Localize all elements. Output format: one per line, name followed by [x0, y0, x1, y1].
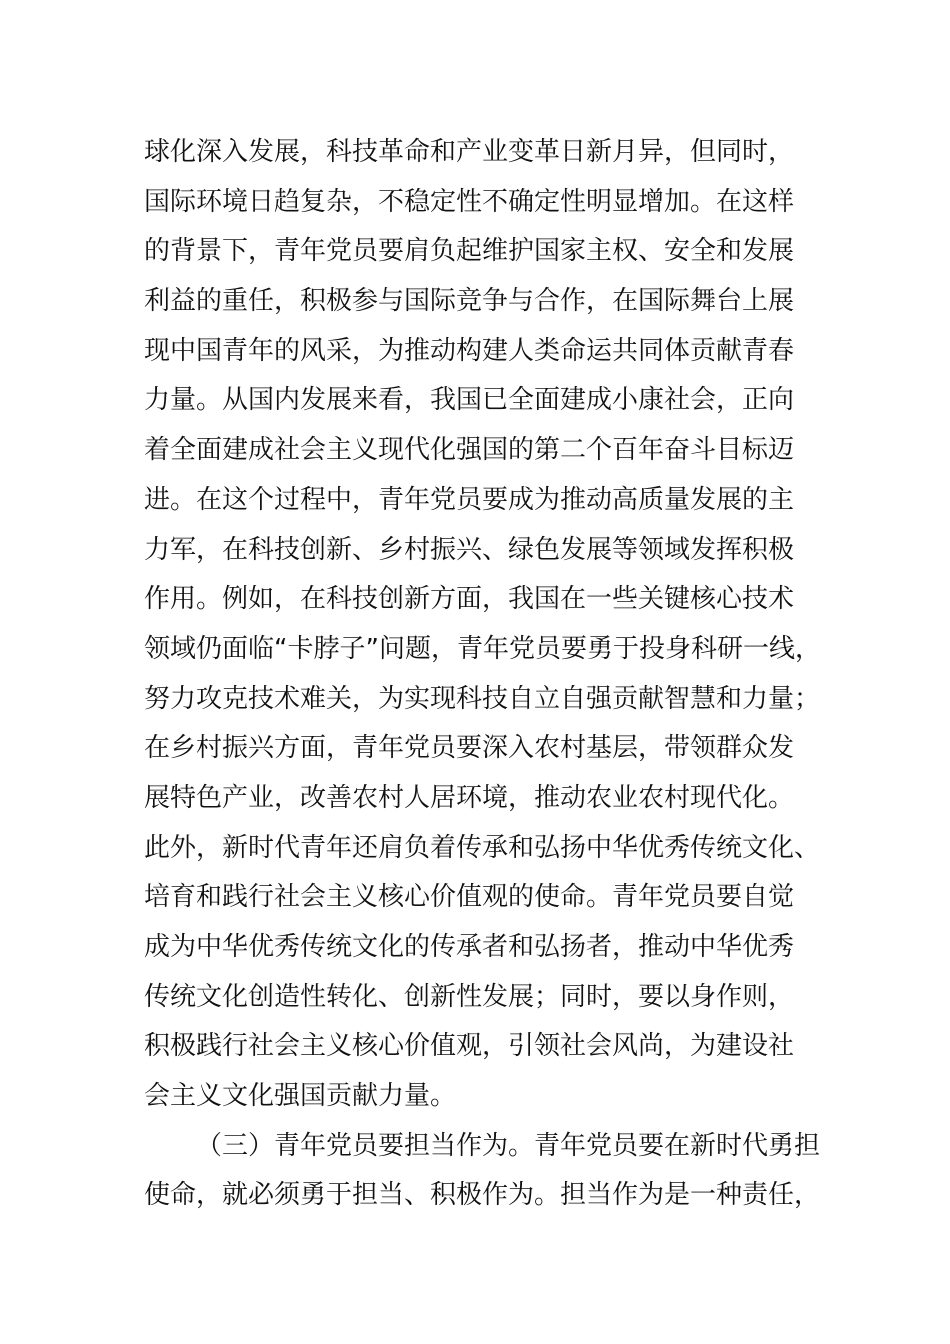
text-line: 力军，在科技创新、乡村振兴、绿色发展等领域发挥积极: [144, 534, 795, 565]
section-heading-line: （三）青年党员要担当作为。青年党员要在新时代勇担: [196, 1130, 821, 1161]
text-line: 进。在这个过程中，青年党员要成为推动高质量发展的主: [144, 484, 795, 515]
text-line: 培育和践行社会主义核心价值观的使命。青年党员要自觉: [144, 882, 795, 913]
text-line: 利益的重任，积极参与国际竞争与合作，在国际舞台上展: [144, 286, 795, 317]
text-line: 现中国青年的风采，为推动构建人类命运共同体贡献青春: [144, 335, 795, 366]
text-line: 努力攻克技术难关，为实现科技自立自强贡献智慧和力量；: [144, 683, 821, 714]
body-text: [144, 128, 824, 1221]
text-line: 国际环境日趋复杂，不稳定性不确定性明显增加。在这样: [144, 186, 795, 217]
text-line: 球化深入发展，科技革命和产业变革日新月异，但同时，: [144, 137, 795, 167]
text-line: 此外，新时代青年还肩负着传承和弘扬中华优秀传统文化、: [144, 832, 821, 863]
text-line: 传统文化创造性转化、创新性发展；同时，要以身作则，: [144, 981, 795, 1012]
text-line: 会主义文化强国贡献力量。: [144, 1081, 457, 1112]
text-line: 使命，就必须勇于担当、积极作为。担当作为是一种责任，: [144, 1180, 821, 1211]
text-line: 在乡村振兴方面，青年党员要深入农村基层，带领群众发: [144, 733, 795, 764]
text-line: 展特色产业，改善农村人居环境，推动农业农村现代化。: [144, 782, 795, 813]
text-line: 着全面建成社会主义现代化强国的第二个百年奋斗目标迈: [144, 435, 795, 466]
text-line: 积极践行社会主义核心价值观，引领社会风尚，为建设社: [144, 1031, 795, 1062]
text-line: 的背景下，青年党员要肩负起维护国家主权、安全和发展: [144, 236, 795, 267]
text-line: 力量。从国内发展来看，我国已全面建成小康社会，正向: [144, 385, 795, 416]
text-line: 成为中华优秀传统文化的传承者和弘扬者，推动中华优秀: [144, 932, 795, 962]
text-line: 领域仍面临“卡脖子”问题，青年党员要勇于投身科研一线，: [144, 633, 821, 664]
text-line: 作用。例如，在科技创新方面，我国在一些关键核心技术: [144, 584, 795, 615]
